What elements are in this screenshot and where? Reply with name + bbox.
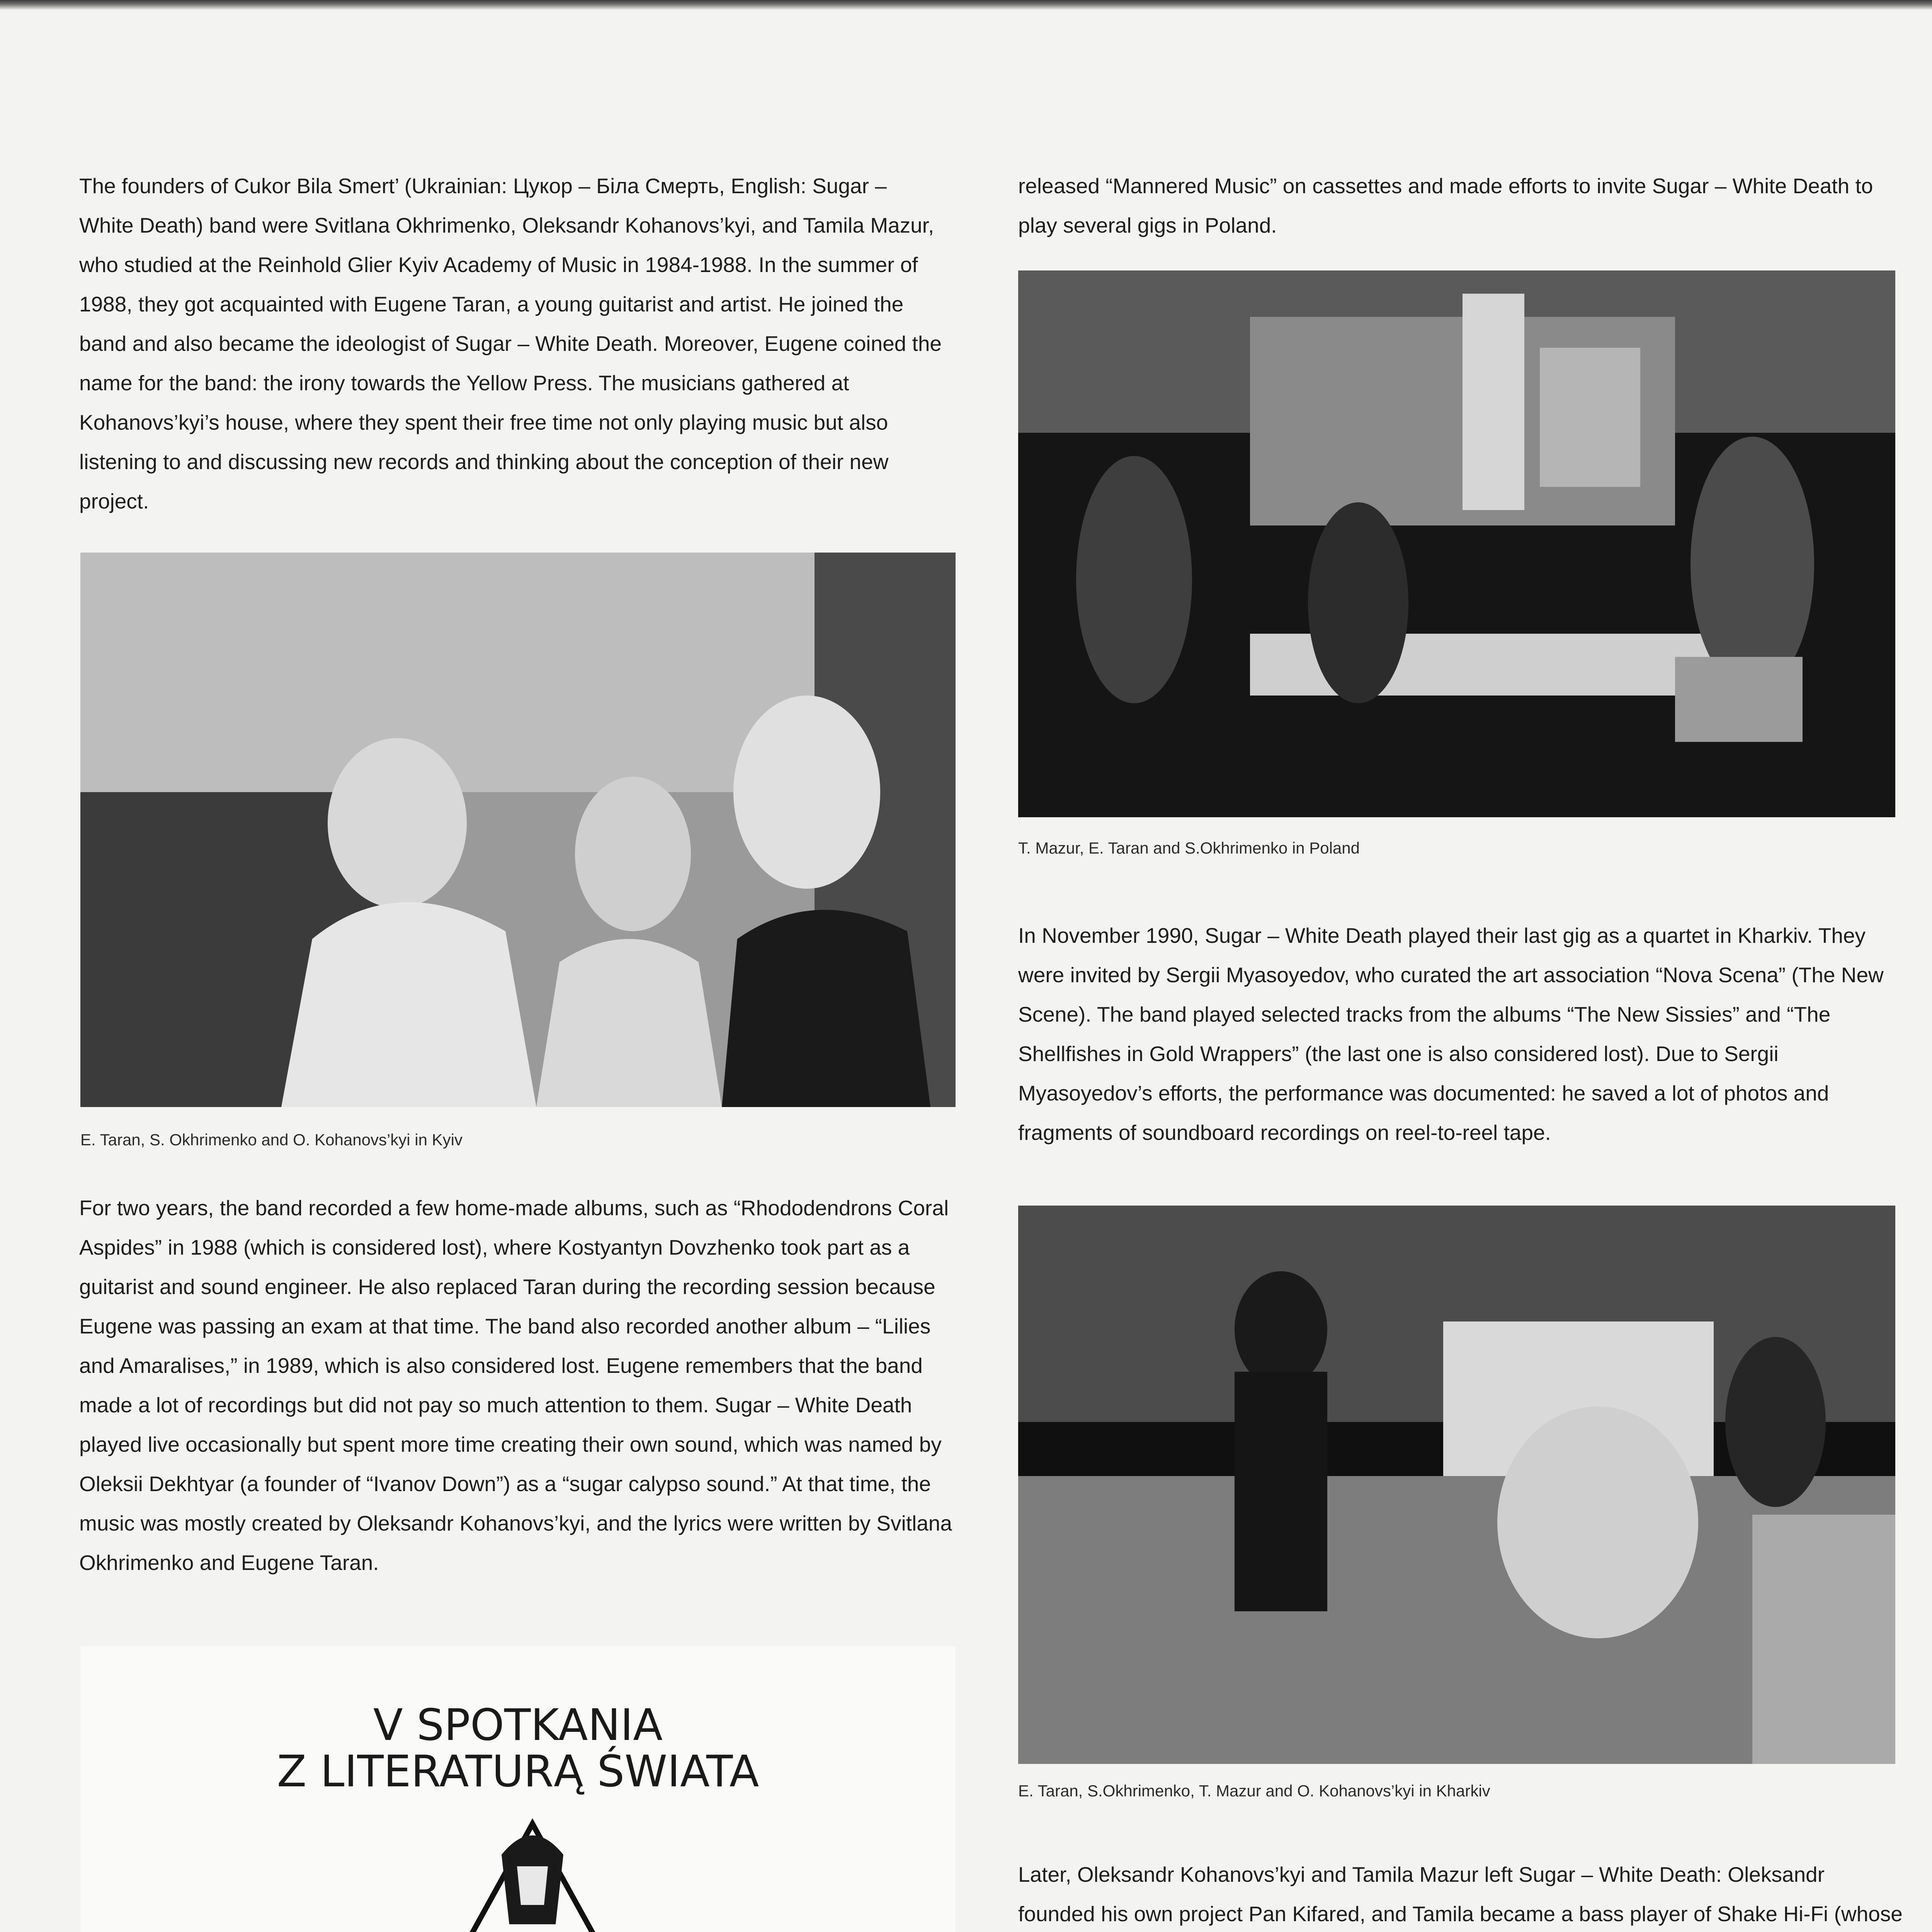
- caption-kharkiv: E. Taran, S.Okhrimenko, T. Mazur and O. Kohanovs’kyi in Kharkiv: [1018, 1782, 1490, 1800]
- photo-poland: [1018, 270, 1895, 817]
- concert-poster: [80, 1646, 956, 1932]
- caption-poland: T. Mazur, E. Taran and S.Okhrimenko in Poland: [1018, 839, 1360, 857]
- photo-kyiv-image: [80, 553, 956, 1107]
- intro-paragraph: The founders of Cukor Bila Smert’ (Ukrainian: Цукор – Біла Смерть, English: Sugar – White Death) band were Svitlana Okhrimenko, Oleksandr Kohanovs’kyi, and Tamila Mazur, who studied at the Reinhold Glier Kyiv Academy of Music in 1984-1988. In the summer of 1988, they got acquainted with Eugene Taran, a young guitarist and artist. He joined the band and also became the ideologist of Sugar – White Death. Moreover, Eugene coined the name for the band: the irony towards the Yellow Press. The musicians gathered at Kohanovs’kyi’s house, where they spent their free time not only playing music but also listening to and discussing new records and thinking about the conception of their new project.: [79, 174, 942, 513]
- paragraph-albums: For two years, the band recorded a few home-made albums, such as “Rhododendrons Coral Aspides” in 1988 (which is considered lost), where Kostyantyn Dovzhenko took part as a guitarist and sound engineer. He also replaced Taran during the recording session because Eugene was passing an exam at that time. The band also recorded another album – “Lilies and Amaralises,” in 1989, which is also considered lost. Eugene remembers that the band made a lot of recordings but did not pay so much attention to them. Sugar – White Death played live occasionally but spent more time creating their own sound, which was named by Oleksii Dekhtyar (a founder of “Ivanov Down”) as a “sugar calypso sound.” At that time, the music was mostly created by Oleksandr Kohanovs’kyi, and the lyrics were written by Svitlana Okhrimenko and Eugene Taran.: [79, 1196, 952, 1575]
- photo-kharkiv-image: [1018, 1206, 1895, 1764]
- photo-kyiv: [80, 553, 956, 1107]
- poster-line-2: Z LITERATURĄ ŚWIATA: [277, 1747, 759, 1797]
- poster-emblem-icon: [459, 1808, 606, 1932]
- photo-poland-image: [1018, 270, 1895, 817]
- paragraph-duo: Later, Oleksandr Kohanovs’kyi and Tamila Mazur left Sugar – White Death: Oleksandr founded his own project Pan Kifared, and Tamila became a bass player of Shake Hi-Fi (whose: [1018, 1862, 1903, 1926]
- top-edge-shadow: [0, 0, 1932, 10]
- caption-kyiv: E. Taran, S. Okhrimenko and O. Kohanovs’kyi in Kyiv: [80, 1131, 463, 1149]
- photo-kharkiv: [1018, 1206, 1895, 1764]
- poster-line-1: V SPOTKANIA: [373, 1700, 663, 1750]
- paragraph-mannered-music: released “Mannered Music” on cassettes and made efforts to invite Sugar – White Death to play several gigs in Poland.: [1018, 174, 1873, 237]
- paragraph-last-gig: In November 1990, Sugar – White Death played their last gig as a quartet in Kharkiv. They were invited by Sergii Myasoyedov, who curated the art association “Nova Scena” (The New Scene). The band played selected tracks from the albums “The New Sissies” and “The Shellfishes in Gold Wrappers” (the last one is also considered lost). Due to Sergii Myasoyedov’s efforts, the performance was documented: he saved a lot of photos and fragments of soundboard recordings on reel-to-reel tape.: [1018, 923, 1884, 1145]
